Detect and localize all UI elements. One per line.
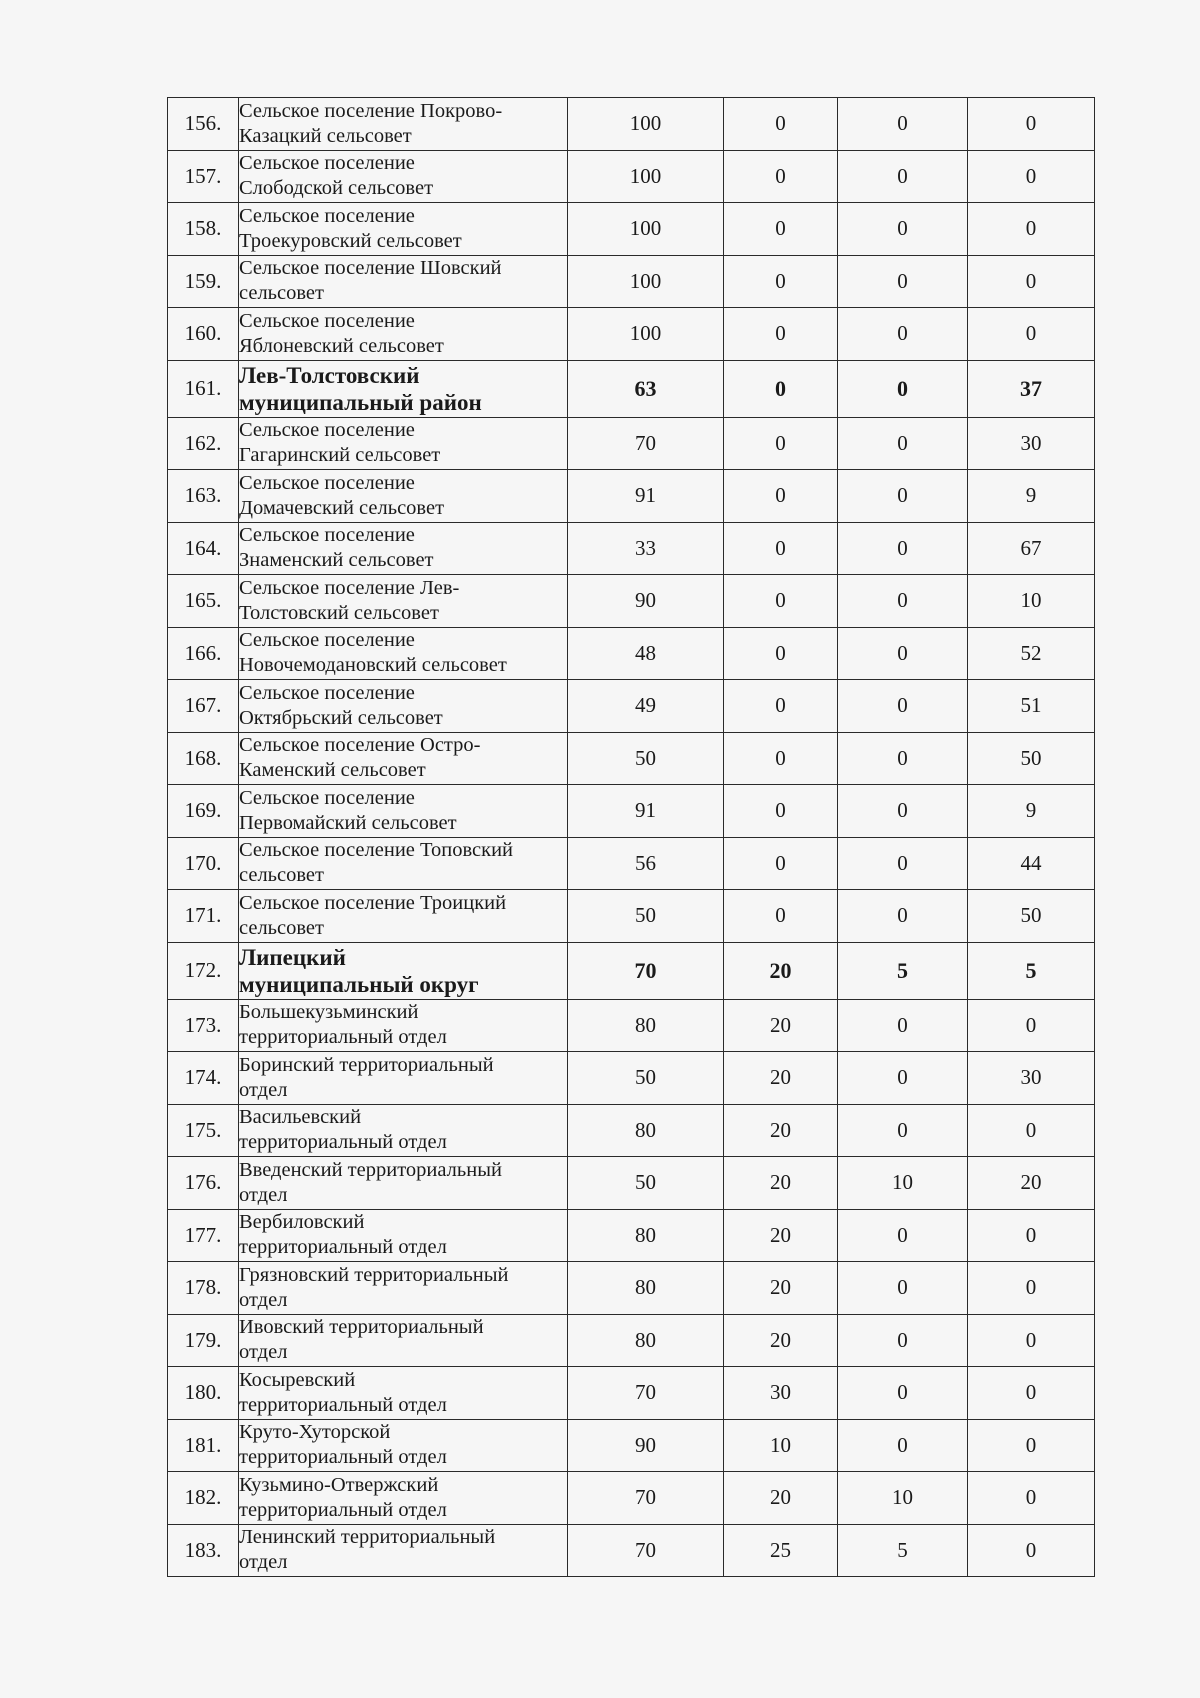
settlement-name-line: территориальный отдел [239, 1026, 447, 1049]
settlement-name [239, 1472, 568, 1525]
settlement-name-line: Ленинский территориальный [239, 1526, 496, 1549]
value-col-2: 0 [724, 732, 838, 785]
settlement-name [239, 203, 568, 256]
value-col-3: 0 [838, 890, 968, 943]
settlement-name-line: Круто-Хуторской [239, 1421, 391, 1444]
row-number: 178. [168, 1262, 239, 1315]
settlement-name-line: Октябрьский сельсовет [239, 706, 443, 729]
value-col-4: 9 [968, 470, 1095, 523]
value-col-2: 30 [724, 1367, 838, 1420]
row-number: 177. [168, 1209, 239, 1262]
value-col-3: 0 [838, 1209, 968, 1262]
row-number: 174. [168, 1052, 239, 1105]
value-col-4: 0 [968, 1472, 1095, 1525]
table-row [168, 1367, 1095, 1420]
value-col-3: 0 [838, 1104, 968, 1157]
value-col-1: 80 [568, 1104, 724, 1157]
value-col-4: 37 [968, 360, 1095, 417]
row-number: 175. [168, 1104, 239, 1157]
row-number: 165. [168, 575, 239, 628]
table-row [168, 417, 1095, 470]
value-col-2: 0 [724, 522, 838, 575]
value-col-3: 0 [838, 837, 968, 890]
value-col-4: 0 [968, 1262, 1095, 1315]
settlement-name-line: Косыревский [239, 1368, 356, 1391]
settlement-name [239, 999, 568, 1052]
table-row-district [168, 360, 1095, 417]
value-col-2: 0 [724, 680, 838, 733]
value-col-4: 67 [968, 522, 1095, 575]
row-number: 173. [168, 999, 239, 1052]
settlement-name-line: Толстовский сельсовет [239, 601, 439, 624]
row-number: 159. [168, 255, 239, 308]
settlement-name-line: Сельское поселение [239, 629, 415, 652]
settlement-name [239, 1052, 568, 1105]
settlement-name [239, 1314, 568, 1367]
value-col-2: 0 [724, 837, 838, 890]
table-row [168, 627, 1095, 680]
settlement-name-line: Троекуровский сельсовет [239, 229, 462, 252]
settlement-name-line: Сельское поселение [239, 524, 415, 547]
settlement-name-line: Сельское поселение [239, 309, 415, 332]
value-col-4: 0 [968, 1419, 1095, 1472]
value-col-2: 0 [724, 255, 838, 308]
value-col-1: 48 [568, 627, 724, 680]
settlement-name-line: Новочемодановский сельсовет [239, 654, 507, 677]
row-number: 160. [168, 308, 239, 361]
value-col-1: 91 [568, 785, 724, 838]
settlement-name [239, 98, 568, 151]
value-col-1: 80 [568, 1209, 724, 1262]
value-col-1: 100 [568, 98, 724, 151]
settlement-name [239, 785, 568, 838]
value-col-4: 0 [968, 1104, 1095, 1157]
value-col-1: 80 [568, 1314, 724, 1367]
settlement-name [239, 627, 568, 680]
table-row [168, 470, 1095, 523]
settlement-name [239, 308, 568, 361]
settlement-name-line: сельсовет [239, 864, 324, 887]
settlement-name-line: отдел [239, 1288, 288, 1311]
settlement-name-line: Сельское поселение Покрово- [239, 99, 503, 122]
value-col-2: 0 [724, 308, 838, 361]
value-col-3: 0 [838, 98, 968, 151]
row-number: 179. [168, 1314, 239, 1367]
settlement-name-line: территориальный отдел [239, 1498, 447, 1521]
value-col-1: 100 [568, 203, 724, 256]
value-col-3: 0 [838, 999, 968, 1052]
row-number: 164. [168, 522, 239, 575]
settlement-name-line: муниципальный округ [239, 971, 479, 997]
value-col-3: 0 [838, 417, 968, 470]
settlement-name-line: территориальный отдел [239, 1236, 447, 1259]
value-col-3: 0 [838, 470, 968, 523]
value-col-2: 20 [724, 1209, 838, 1262]
value-col-4: 0 [968, 308, 1095, 361]
value-col-2: 0 [724, 417, 838, 470]
table-row [168, 1157, 1095, 1210]
value-col-4: 5 [968, 942, 1095, 999]
value-col-3: 0 [838, 1052, 968, 1105]
value-col-3: 0 [838, 308, 968, 361]
value-col-1: 50 [568, 890, 724, 943]
row-number: 166. [168, 627, 239, 680]
row-number: 180. [168, 1367, 239, 1420]
value-col-1: 50 [568, 732, 724, 785]
settlement-name [239, 1524, 568, 1577]
row-number: 162. [168, 417, 239, 470]
value-col-2: 0 [724, 890, 838, 943]
settlement-name [239, 575, 568, 628]
value-col-1: 63 [568, 360, 724, 417]
value-col-1: 50 [568, 1157, 724, 1210]
settlement-name-line: отдел [239, 1551, 288, 1574]
value-col-3: 0 [838, 255, 968, 308]
value-col-4: 52 [968, 627, 1095, 680]
table-row [168, 522, 1095, 575]
settlement-name [239, 942, 568, 999]
settlement-name [239, 732, 568, 785]
value-col-3: 0 [838, 680, 968, 733]
settlement-name-line: Большекузьминский [239, 1001, 419, 1024]
settlement-name-line: территориальный отдел [239, 1131, 447, 1154]
settlement-name [239, 680, 568, 733]
value-col-2: 20 [724, 1314, 838, 1367]
value-col-2: 20 [724, 1262, 838, 1315]
table-row [168, 1419, 1095, 1472]
value-col-1: 70 [568, 1524, 724, 1577]
value-col-2: 10 [724, 1419, 838, 1472]
value-col-4: 0 [968, 1524, 1095, 1577]
value-col-4: 0 [968, 1314, 1095, 1367]
value-col-3: 0 [838, 1367, 968, 1420]
settlement-name-line: Сельское поселение Остро- [239, 734, 481, 757]
table-row [168, 255, 1095, 308]
data-table [167, 97, 1095, 1577]
row-number: 176. [168, 1157, 239, 1210]
value-col-3: 0 [838, 785, 968, 838]
row-number: 183. [168, 1524, 239, 1577]
value-col-4: 30 [968, 417, 1095, 470]
table-row [168, 1472, 1095, 1525]
row-number: 161. [168, 360, 239, 417]
value-col-1: 100 [568, 255, 724, 308]
settlement-name-line: Яблоневский сельсовет [239, 334, 444, 357]
value-col-2: 25 [724, 1524, 838, 1577]
settlement-name-line: Домачевский сельсовет [239, 496, 445, 519]
value-col-1: 100 [568, 150, 724, 203]
value-col-4: 44 [968, 837, 1095, 890]
value-col-1: 70 [568, 417, 724, 470]
value-col-2: 0 [724, 785, 838, 838]
value-col-4: 0 [968, 255, 1095, 308]
settlement-name-line: Боринский территориальный [239, 1053, 494, 1076]
value-col-2: 20 [724, 1052, 838, 1105]
table-row [168, 1524, 1095, 1577]
value-col-2: 20 [724, 1157, 838, 1210]
settlement-name-line: Сельское поселение [239, 471, 415, 494]
table-row [168, 999, 1095, 1052]
table-row [168, 785, 1095, 838]
value-col-2: 0 [724, 470, 838, 523]
value-col-1: 49 [568, 680, 724, 733]
value-col-4: 0 [968, 203, 1095, 256]
settlement-name [239, 255, 568, 308]
value-col-1: 70 [568, 942, 724, 999]
row-number: 157. [168, 150, 239, 203]
value-col-4: 20 [968, 1157, 1095, 1210]
value-col-3: 0 [838, 360, 968, 417]
row-number: 171. [168, 890, 239, 943]
settlement-name-line: Гагаринский сельсовет [239, 444, 441, 467]
row-number: 167. [168, 680, 239, 733]
value-col-4: 0 [968, 1367, 1095, 1420]
row-number: 182. [168, 1472, 239, 1525]
value-col-4: 0 [968, 1209, 1095, 1262]
value-col-1: 33 [568, 522, 724, 575]
value-col-1: 50 [568, 1052, 724, 1105]
settlement-name-line: Сельское поселение [239, 786, 415, 809]
value-col-3: 0 [838, 203, 968, 256]
table-row [168, 575, 1095, 628]
value-col-2: 20 [724, 1472, 838, 1525]
settlement-name [239, 1262, 568, 1315]
value-col-2: 0 [724, 360, 838, 417]
value-col-3: 10 [838, 1157, 968, 1210]
value-col-4: 50 [968, 732, 1095, 785]
value-col-1: 90 [568, 1419, 724, 1472]
settlement-name-line: сельсовет [239, 282, 324, 305]
settlement-name-line: Слободской сельсовет [239, 177, 434, 200]
value-col-3: 0 [838, 150, 968, 203]
value-col-1: 90 [568, 575, 724, 628]
table-row [168, 837, 1095, 890]
settlement-name-line: Грязновский территориальный [239, 1263, 509, 1286]
value-col-4: 30 [968, 1052, 1095, 1105]
value-col-1: 100 [568, 308, 724, 361]
table-row [168, 732, 1095, 785]
value-col-3: 0 [838, 1262, 968, 1315]
settlement-name-line: муниципальный район [239, 389, 482, 415]
value-col-3: 0 [838, 627, 968, 680]
row-number: 156. [168, 98, 239, 151]
value-col-1: 91 [568, 470, 724, 523]
table-row [168, 890, 1095, 943]
settlement-name-line: Сельское поселение Топовский [239, 839, 514, 862]
table-body [168, 98, 1095, 1577]
settlement-name [239, 522, 568, 575]
settlement-name-line: Ивовский территориальный [239, 1316, 484, 1339]
value-col-3: 0 [838, 732, 968, 785]
settlement-name-line: Первомайский сельсовет [239, 811, 457, 834]
settlement-name-line: отдел [239, 1341, 288, 1364]
table-row-district [168, 942, 1095, 999]
row-number: 163. [168, 470, 239, 523]
settlement-name-line: Сельское поселение [239, 204, 415, 227]
settlement-name-line: Лев-Толстовский [239, 362, 420, 388]
value-col-4: 10 [968, 575, 1095, 628]
settlement-name [239, 150, 568, 203]
settlement-name [239, 470, 568, 523]
value-col-2: 0 [724, 150, 838, 203]
settlement-name-line: Сельское поселение Троицкий [239, 891, 507, 914]
settlement-name-line: Кузьмино-Отвержский [239, 1473, 439, 1496]
settlement-name-line: территориальный отдел [239, 1393, 447, 1416]
value-col-1: 80 [568, 999, 724, 1052]
value-col-3: 0 [838, 522, 968, 575]
table-row [168, 1052, 1095, 1105]
table-row [168, 1314, 1095, 1367]
row-number: 172. [168, 942, 239, 999]
settlement-name [239, 1157, 568, 1210]
table-row [168, 680, 1095, 733]
table-row [168, 1209, 1095, 1262]
value-col-2: 0 [724, 98, 838, 151]
settlement-name [239, 1104, 568, 1157]
settlement-name-line: Введенский территориальный [239, 1158, 502, 1181]
table-row [168, 203, 1095, 256]
value-col-1: 70 [568, 1367, 724, 1420]
value-col-2: 0 [724, 627, 838, 680]
value-col-2: 0 [724, 575, 838, 628]
settlement-name [239, 417, 568, 470]
settlement-name-line: Знаменский сельсовет [239, 549, 434, 572]
value-col-3: 10 [838, 1472, 968, 1525]
value-col-4: 51 [968, 680, 1095, 733]
value-col-4: 0 [968, 98, 1095, 151]
value-col-2: 20 [724, 942, 838, 999]
value-col-4: 0 [968, 999, 1095, 1052]
settlement-name-line: отдел [239, 1183, 288, 1206]
table-row [168, 150, 1095, 203]
value-col-3: 5 [838, 1524, 968, 1577]
settlement-name-line: Липецкий [239, 944, 346, 970]
table-row [168, 1104, 1095, 1157]
settlement-name [239, 837, 568, 890]
settlement-name-line: Васильевский [239, 1106, 362, 1129]
settlement-name-line: Каменский сельсовет [239, 759, 426, 782]
value-col-1: 70 [568, 1472, 724, 1525]
settlement-name-line: Сельское поселение [239, 152, 415, 175]
settlement-name [239, 1419, 568, 1472]
settlement-name-line: отдел [239, 1078, 288, 1101]
settlement-name [239, 1209, 568, 1262]
settlement-name-line: территориальный отдел [239, 1446, 447, 1469]
settlement-name-line: Сельское поселение [239, 419, 415, 442]
settlement-name-line: Сельское поселение Шовский [239, 257, 502, 280]
settlement-name-line: сельсовет [239, 916, 324, 939]
value-col-2: 0 [724, 203, 838, 256]
value-col-3: 0 [838, 1419, 968, 1472]
value-col-3: 0 [838, 1314, 968, 1367]
table-row [168, 1262, 1095, 1315]
row-number: 169. [168, 785, 239, 838]
settlement-name-line: Сельское поселение Лев- [239, 576, 460, 599]
settlement-name [239, 890, 568, 943]
settlement-name-line: Вербиловский [239, 1211, 365, 1234]
value-col-4: 9 [968, 785, 1095, 838]
value-col-1: 80 [568, 1262, 724, 1315]
settlement-name-line: Сельское поселение [239, 681, 415, 704]
value-col-2: 20 [724, 999, 838, 1052]
row-number: 170. [168, 837, 239, 890]
value-col-3: 0 [838, 575, 968, 628]
table-row [168, 98, 1095, 151]
settlement-name [239, 360, 568, 417]
value-col-4: 0 [968, 150, 1095, 203]
row-number: 168. [168, 732, 239, 785]
settlement-name [239, 1367, 568, 1420]
value-col-2: 20 [724, 1104, 838, 1157]
value-col-4: 50 [968, 890, 1095, 943]
value-col-1: 56 [568, 837, 724, 890]
row-number: 181. [168, 1419, 239, 1472]
table-row [168, 308, 1095, 361]
settlement-name-line: Казацкий сельсовет [239, 124, 412, 147]
row-number: 158. [168, 203, 239, 256]
value-col-3: 5 [838, 942, 968, 999]
